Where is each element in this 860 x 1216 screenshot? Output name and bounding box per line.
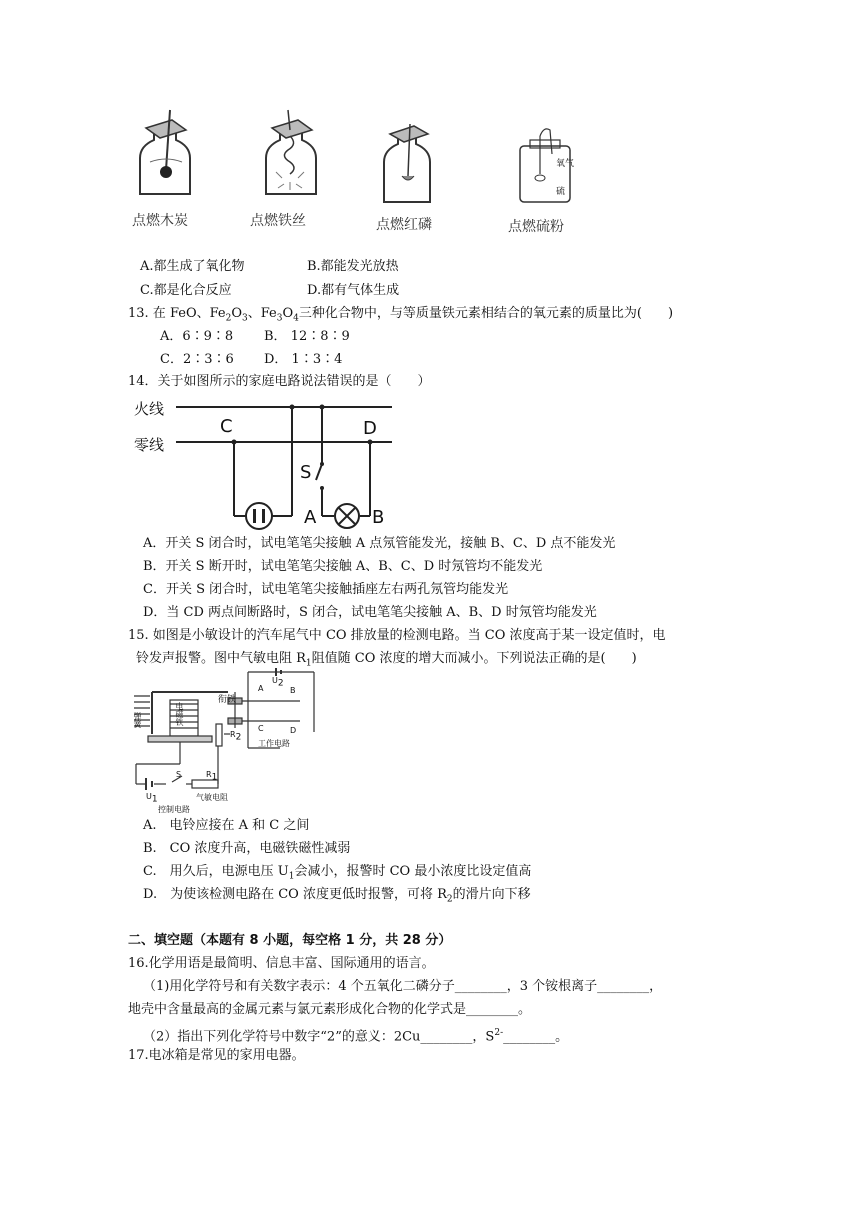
work-circuit-label: 工作电路 (258, 739, 290, 748)
control-circuit-label: 控制电路 (158, 805, 190, 814)
point-a-label: A (258, 684, 264, 693)
spring-label: 弹簧 (133, 712, 142, 728)
q17-stem: 17.电冰箱是常见的家用电器。 (128, 1048, 305, 1063)
q13-option-a: A．6∶9∶8 (160, 329, 234, 344)
bottle4-sulfur-label: 硫 (556, 187, 566, 197)
q12-option-b: B.都能发光放热 (307, 259, 399, 274)
q14-option-c: C．开关 S 闭合时，试电笔笔尖接触插座左右两孔氖管均能发光 (143, 582, 509, 597)
caption-red-phosphorus: 点燃红磷 (376, 217, 432, 233)
point-a-label: A (304, 507, 317, 528)
q16-part2: （2）指出下列化学符号中数字“2”的意义：2Cu________，$S^{2-}\_\_\_\_\_\_\_\_$。 (143, 1028, 569, 1045)
bottle-sulfur-image (516, 126, 586, 206)
bottle4-oxygen-label: 氧气 (556, 159, 575, 169)
r1-label: $R_1$ (206, 770, 218, 783)
bottle-charcoal-image (132, 110, 202, 200)
q12-option-d: D.都有气体生成 (307, 283, 400, 298)
live-wire-label: 火线 (134, 400, 165, 418)
q12-option-c: C.都是化合反应 (140, 283, 232, 298)
point-b-label: B (290, 686, 296, 695)
u1-label: $U_1$ (146, 792, 158, 805)
control-switch-s-label: S (176, 770, 182, 779)
q15-option-d: D. 为使该检测电路在 CO 浓度更低时报警，可将 $R_2$的滑片向下移 (143, 887, 531, 905)
bottle-red-phosphorus-image (378, 118, 438, 208)
q14-option-a: A．开关 S 闭合时，试电笔笔尖接触 A 点氖管能发光，接触 B、C、D 点不能发光 (143, 536, 616, 551)
q13-stem: 13. 在 FeO、$Fe_2O_3$、$Fe_3O_4$三种化合物中，与等质量铁元素相结合的氧元素的质量比为( ) (128, 306, 674, 324)
armature-label: 衔铁 (218, 695, 237, 705)
q16-part1-line1: （1)用化学符号和有关数字表示：4 个五氧化二磷分子________，3 个铵根离子________， (143, 979, 663, 994)
q14-stem: 14．关于如图所示的家庭电路说法错误的是（ ） (128, 374, 431, 389)
caption-iron-wire: 点燃铁丝 (250, 213, 306, 229)
point-b-label: B (372, 507, 385, 528)
gas-sensor-label: 气敏电阻 (196, 793, 228, 802)
q13-option-d: D． 1∶3∶4 (264, 352, 343, 367)
q15-option-a: A. 电铃应接在 A 和 C 之间 (143, 818, 310, 833)
q16-part1-line2: 地壳中含量最高的金属元素与氯元素形成化合物的化学式是________。 (128, 1002, 532, 1017)
q15-option-c: C. 用久后，电源电压 $U_1$会减小，报警时 CO 最小浓度比设定值高 (143, 864, 532, 882)
point-d-label: D (363, 418, 377, 439)
point-c-label: C (220, 416, 233, 437)
u2-label: $U_2$ (272, 676, 284, 689)
q15-stem-line1: 15. 如图是小敏设计的汽车尾气中 CO 排放量的检测电路。当 CO 浓度高于某一设定值时，电 (128, 628, 666, 643)
section-2-heading: 二、填空题（本题有 8 小题，每空格 1 分，共 28 分） (128, 933, 452, 948)
bottle-iron-wire-image (258, 110, 328, 200)
q13-option-b: B． 12∶8∶9 (264, 329, 350, 344)
neutral-wire-label: 零线 (134, 436, 165, 454)
q14-option-d: D．当 CD 两点间断路时，S 闭合，试电笔笔尖接触 A、B、D 时氖管均能发光 (143, 605, 597, 620)
caption-charcoal: 点燃木炭 (132, 213, 188, 229)
q16-stem: 16.化学用语是最简明、信息丰富、国际通用的语言。 (128, 956, 435, 971)
r2-label: $R_2$ (230, 730, 242, 743)
co-detector-circuit-diagram (130, 668, 330, 818)
electromagnet-label: 电磁铁 (175, 702, 184, 726)
q12-option-a: A.都生成了氧化物 (140, 259, 245, 274)
q15-stem-line2: 铃发声报警。图中气敏电阻 $R_1$阻值随 CO 浓度的增大而减小。下列说法正确的是( ) (136, 651, 637, 669)
caption-sulfur: 点燃硫粉 (508, 219, 564, 235)
point-d-label: D (290, 726, 297, 735)
point-c-label: C (258, 724, 264, 733)
q13-option-c: C．2∶3∶6 (160, 352, 234, 367)
household-circuit-diagram (130, 392, 400, 532)
q14-option-b: B．开关 S 断开时，试电笔笔尖接触 A、B、C、D 时氖管均不能发光 (143, 559, 543, 574)
switch-s-label: S (300, 462, 312, 483)
q15-option-b: B. CO 浓度升高，电磁铁磁性减弱 (143, 841, 351, 856)
